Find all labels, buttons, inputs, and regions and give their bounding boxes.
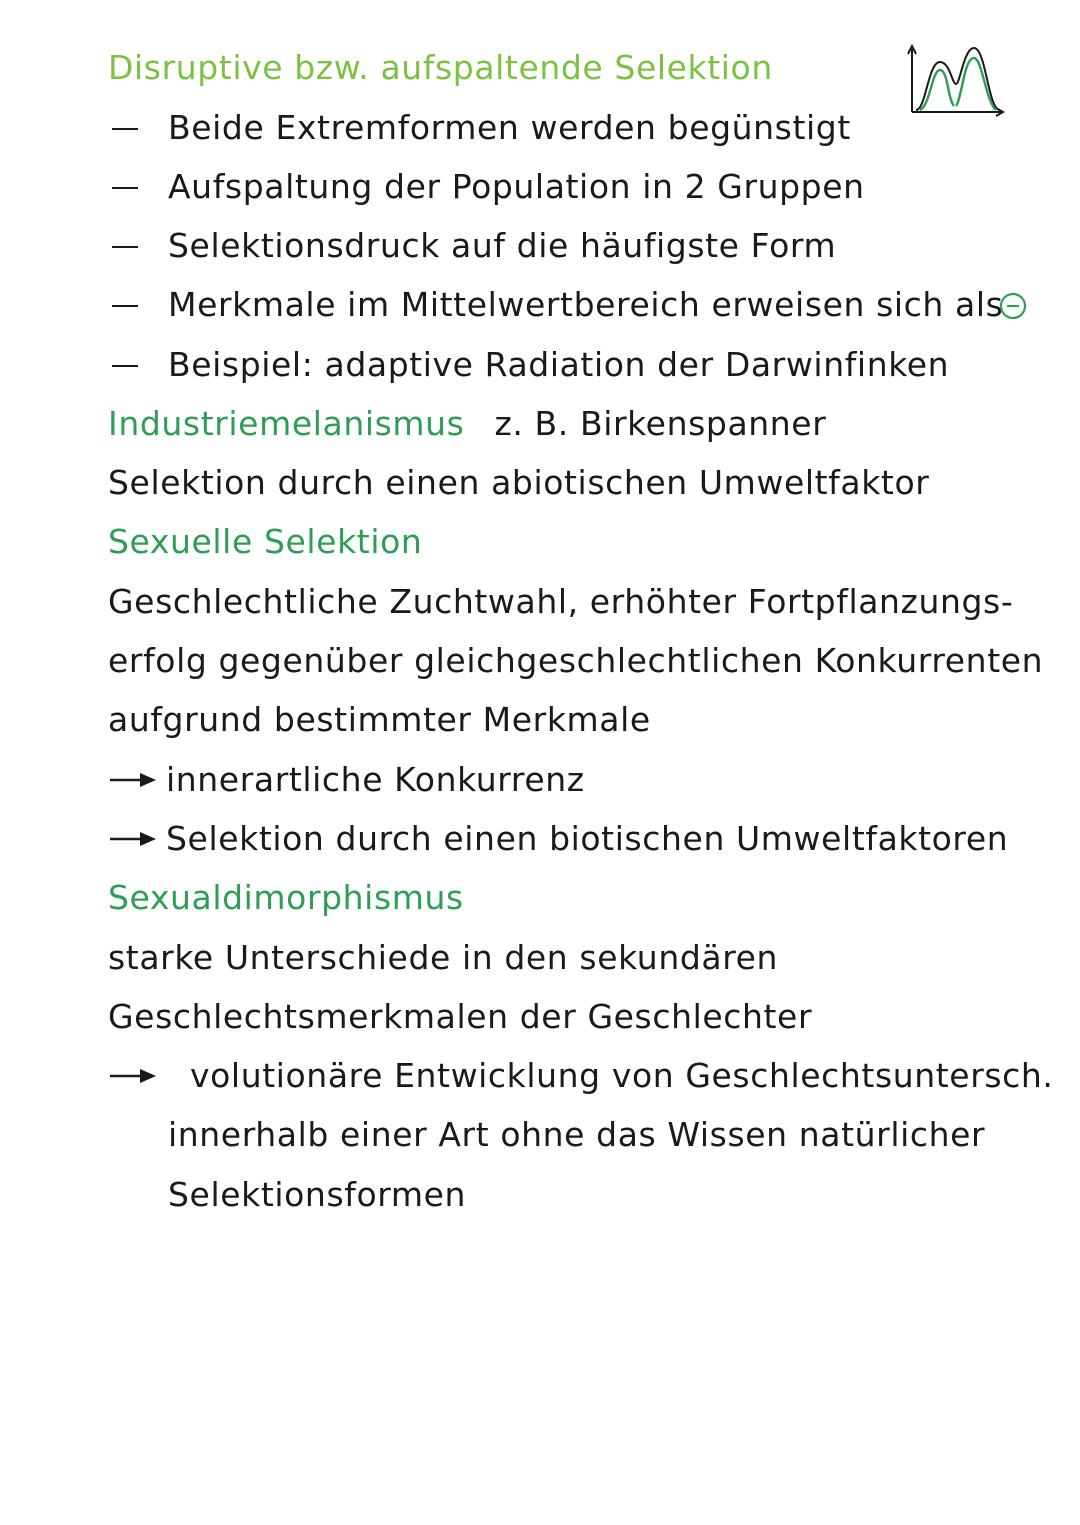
paragraph-line: starke Unterschiede in den sekundären <box>108 938 779 977</box>
bullet-item: Aufspaltung der Population in 2 Gruppen <box>168 167 865 206</box>
example-text: z. B. Birkenspanner <box>494 404 827 443</box>
paragraph-line: Geschlechtliche Zuchtwahl, erhöhter Fortpflanzungs- <box>108 582 1014 621</box>
paragraph-line: aufgrund bestimmter Merkmale <box>108 700 651 739</box>
bullet-dash <box>112 128 138 130</box>
industrial-melanism-description: Selektion durch einen abiotischen Umweltfaktor <box>108 463 930 502</box>
industrial-melanism-line <box>108 404 826 444</box>
bullet-item: Selektionsdruck auf die häufigste Form <box>168 226 837 265</box>
arrow-item-continuation: innerhalb einer Art ohne das Wissen natürlicher <box>168 1115 986 1154</box>
bimodal-distribution-icon <box>902 40 1006 118</box>
bullet-dash <box>112 305 138 307</box>
bullet-dash <box>112 187 138 189</box>
arrow-right-icon <box>108 1066 158 1086</box>
paragraph-line: erfolg gegenüber gleichgeschlechtlichen Konkurrenten <box>108 641 1044 680</box>
section-title-disruptive-selection: Disruptive bzw. aufspaltende Selektion <box>108 48 773 87</box>
arrow-item-continuation: Selektionsformen <box>168 1175 466 1214</box>
bullet-item: Merkmale im Mittelwertbereich erweisen sich als <box>168 285 1004 324</box>
arrow-item: volutionäre Entwicklung von Geschlechtsuntersch. <box>190 1056 1054 1095</box>
bullet-item: Beide Extremformen werden begünstigt <box>168 108 851 147</box>
section-title-sexual-dimorphism: Sexualdimorphismus <box>108 878 464 917</box>
section-title-industrial-melanism: Industriemelanismus <box>108 404 465 443</box>
arrow-right-icon <box>108 770 158 790</box>
arrow-item: innerartliche Konkurrenz <box>166 760 585 799</box>
bullet-dash <box>112 365 138 367</box>
section-title-sexual-selection: Sexuelle Selektion <box>108 522 423 561</box>
bullet-item: Beispiel: adaptive Radiation der Darwinfinken <box>168 345 950 384</box>
arrow-right-icon <box>108 829 158 849</box>
paragraph-line: Geschlechtsmerkmalen der Geschlechter <box>108 997 813 1036</box>
minus-circle-icon <box>998 291 1028 321</box>
arrow-item: Selektion durch einen biotischen Umweltfaktoren <box>166 819 1009 858</box>
bullet-dash <box>112 246 138 248</box>
